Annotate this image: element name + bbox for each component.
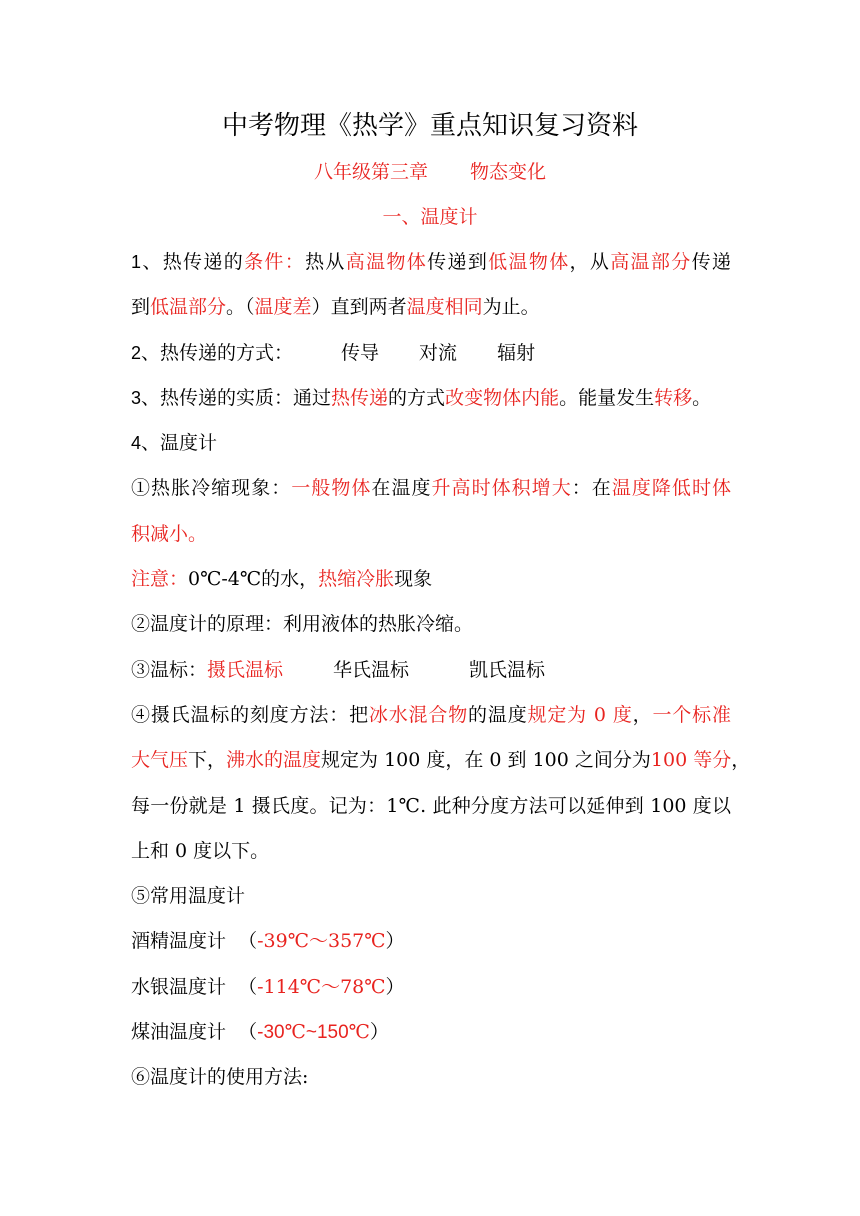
document-title: 中考物理《热学》重点知识复习资料 [221,111,638,141]
item-3: ③温标：摄氏温标 华氏温标 凯氏温标 [131,658,546,681]
item-4-line-4: 上和 0 度以下。 [131,839,270,862]
item-4-line-3: 每一份就是 1 摄氏度。记为：1℃. 此种分度方法可以延伸到 100 度以 [131,794,731,817]
document-body [131,240,751,1101]
thermometer-mercury: 水银温度计 （-114℃～78℃） [131,975,405,998]
paragraph-3: 3、热传递的实质：通过热传递的方式改变物体内能。能量发生转移。 [131,386,712,409]
item-4-line-2: 大气压下，沸水的温度规定为 100 度，在 0 到 100 之间分为100 等分， [131,749,751,772]
note-line: 注意：0℃-4℃的水，热缩冷胀现象 [131,568,433,591]
section-heading: 一、温度计 [382,206,478,228]
item-1-line-1: ①热胀冷缩现象：一般物体在温度升高时体积增大：在温度降低时体 [131,477,731,500]
item-5: ⑤常用温度计 [131,885,246,908]
chapter-grade: 八年级第三章 [313,161,428,183]
item-1-line-2: 积减小。 [131,522,208,545]
item-6: ⑥温度计的使用方法: [131,1066,309,1089]
chapter-name: 物态变化 [470,161,547,183]
paragraph-2: 2、热传递的方式： 传导 对流 辐射 [131,341,536,364]
thermometer-kerosene: 煤油温度计 （-30℃~150℃） [131,1021,389,1044]
paragraph-4: 4、温度计 [131,432,218,455]
paragraph-1-line-1: 1、热传递的条件：热从高温物体传递到低温物体，从高温部分传递 [131,251,731,273]
chapter-heading [0,156,860,188]
item-4-line-1: ④摄氏温标的刻度方法：把冰水混合物的温度规定为 0 度，一个标准 [131,703,731,726]
item-2: ②温度计的原理：利用液体的热胀冷缩。 [131,613,474,636]
thermometer-alcohol: 酒精温度计 （-39℃～357℃） [131,930,405,953]
paragraph-1-line-2: 到低温部分。（温度差）直到两者温度相同为止。 [131,296,540,319]
